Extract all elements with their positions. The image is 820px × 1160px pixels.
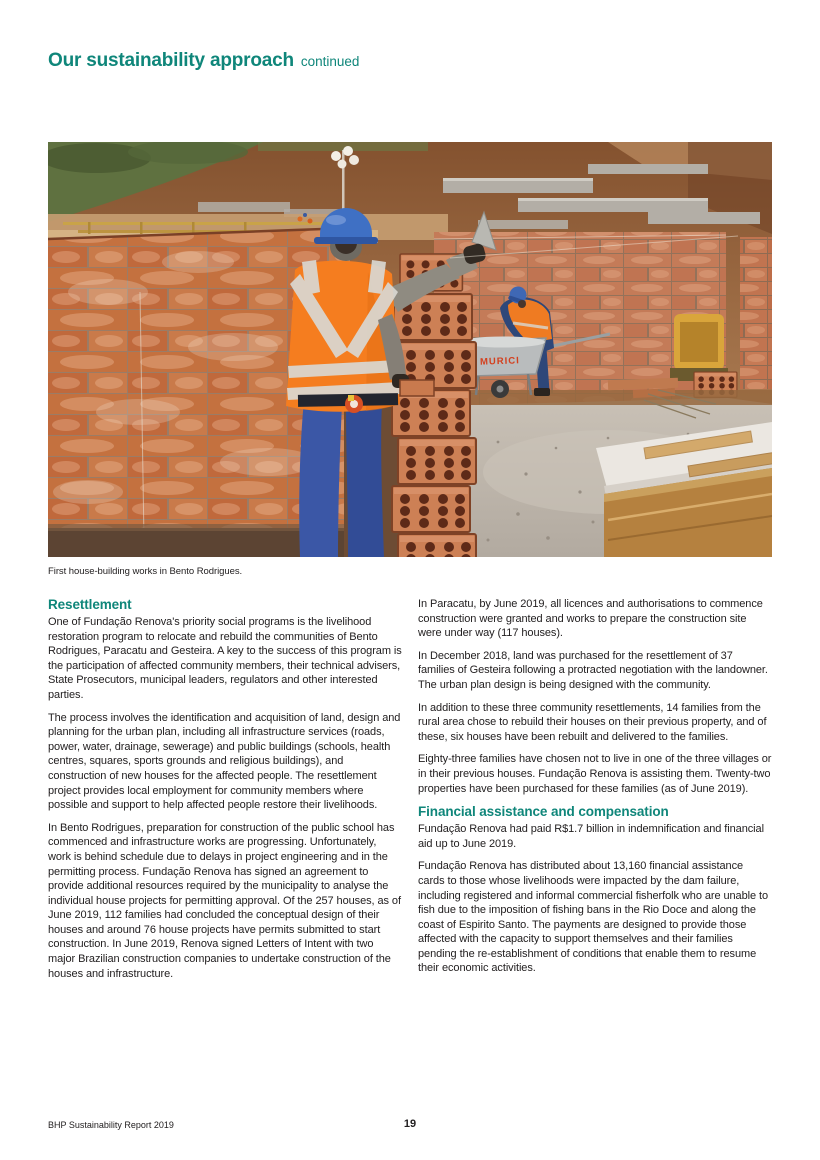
photo-caption: First house-building works in Bento Rodrigues. xyxy=(48,566,243,577)
held-brick xyxy=(400,380,434,396)
left-column xyxy=(48,597,402,989)
paragraph: Fundação Renova had paid R$1.7 billion in indemnification and financial aid up to June 2019. xyxy=(418,823,764,850)
page-footer xyxy=(0,1118,820,1134)
photo-figure xyxy=(48,142,772,577)
section-heading-financial: Financial assistance and compensation xyxy=(418,804,669,820)
paragraph: Fundação Renova has distributed about 13,160 financial assistance cards to those whose livelihoods were impacted by the dam failure, including registered and informal commercial fisherfolk who are unable to fish due to the imposition of fishing bans in the Rio Doce and along the coast of Espirito Santo. The payments are designed to provide those affected with the capacity to support themselves and their families pending the re-establishment of conditions that enable them to resume their economic activities. xyxy=(418,860,769,975)
page-header xyxy=(48,50,359,72)
worker-right-leg xyxy=(346,404,384,557)
page-title-continued: continued xyxy=(300,54,360,69)
wheelbarrow-label: MURICI xyxy=(479,355,520,368)
right-column xyxy=(418,597,772,989)
report-name: BHP Sustainability Report 2019 xyxy=(48,1120,174,1130)
paragraph: In December 2018, land was purchased for the resettlement of 37 families of Gesteira following a protracted negotiation with the landowner. The urban plan design is being designed with the community. xyxy=(418,649,768,691)
article-columns xyxy=(48,597,772,989)
construction-photo xyxy=(48,142,772,557)
paragraph: One of Fundação Renova's priority social programs is the livelihood restoration program to relocate and rebuild the communities of Bento Rodrigues, Paracatu and Gesteira. A key to the success of this program is the participation of affected community members, their technical advisers, State Prosecutors, municipal leaders, regulators and other interested parties. xyxy=(48,616,402,701)
paragraph: In Bento Rodrigues, preparation for construction of the public school has commenced and infrastructure works are progressing. Unfortunately, work is behind schedule due to delays in project engineering and in the permitting process. Fundação Renova has signed an agreement to provide additional resources required by the municipality to analyse the individual house projects for permitting approval. Of the 257 houses, as of June 2019, 112 families had concluded the conceptual design of their houses and around 76 house projects have permits submitted to start construction. In June 2019, Renova signed Letters of Intent with two major Brazilian construction companies to undertake construction of the houses and infrastructure. xyxy=(48,821,401,980)
section-heading-resettlement: Resettlement xyxy=(48,597,132,612)
page-number: 19 xyxy=(403,1118,417,1130)
paragraph: Eighty-three families have chosen not to live in one of the three villages or in their previous houses. Fundação Renova is assisting them. Twenty-two properties have been purchased for these families (as of June 2019). xyxy=(418,753,772,795)
paragraph: The process involves the identification and acquisition of land, design and planning for the urban plan, including all infrastructure services (roads, power, water, drainage, sewerage) and public buildings (schools, health centres, squares, sports grounds and religious buildings), and construction of new houses for the affected people. The resettlement project provides local employment for community members where possible and support to help affected people restore their livelihoods. xyxy=(48,711,401,812)
paragraph: In Paracatu, by June 2019, all licences and authorisations to commence construction were granted and works to prepare the construction site were under way (117 houses). xyxy=(418,598,763,640)
page-title: Our sustainability approach xyxy=(48,50,294,71)
paragraph: In addition to these three community resettlements, 14 families from the rural area chose to rebuild their houses on their previous property, and of these, six houses have been rebuilt and delivered to the families. xyxy=(418,701,767,743)
worker-left-leg xyxy=(299,400,342,557)
